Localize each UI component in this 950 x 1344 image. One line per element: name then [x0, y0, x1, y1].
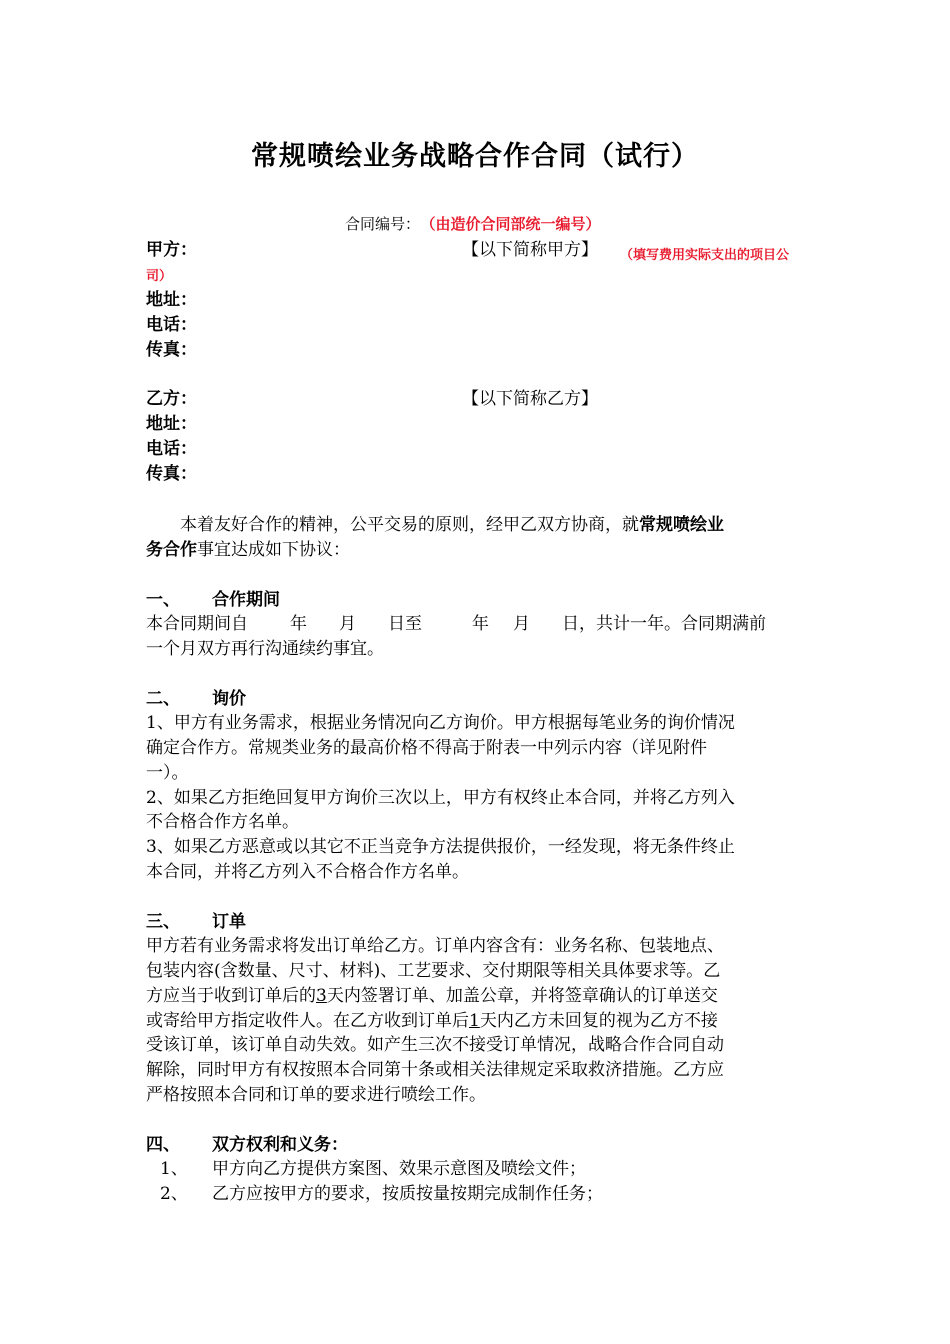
section-4-item-2	[160, 1182, 603, 1207]
period-month: 月	[339, 614, 356, 634]
intro-text: 本着友好合作的精神，公平交易的原则，经甲乙双方协商，就	[180, 515, 639, 535]
section-3-l3	[146, 984, 718, 1009]
order-days-sign: 3	[316, 986, 327, 1006]
order-text-2-cont: 天内乙方未回复的视为乙方不接	[479, 1011, 718, 1031]
intro-text-cont: 事宜达成如下协议：	[197, 540, 350, 560]
party-a-abbrev: 【以下简称甲方】	[462, 240, 598, 260]
section-2-p3-l1: 3、如果乙方恶意或以其它不正当竞争方法提供报价，一经发现，将无条件终止	[146, 837, 735, 857]
section-3-l6: 解除，同时甲方有权按照本合同第十条或相关法律规定采取救济措施。乙方应	[146, 1060, 724, 1080]
party-a-fax: 传真：	[146, 340, 197, 360]
period-year: 年	[290, 614, 307, 634]
period-day-end: 日，共计一年。合同期满前	[562, 614, 766, 634]
item-number: 2、	[160, 1184, 188, 1204]
order-text-2: 或寄给甲方指定收件人。在乙方收到订单后	[146, 1011, 469, 1031]
party-a-phone: 电话：	[146, 315, 197, 335]
party-a-note-cont: 司）	[146, 269, 173, 284]
section-4-item-1	[160, 1157, 586, 1182]
intro-line-2	[146, 538, 350, 563]
party-a-address: 地址：	[146, 290, 197, 310]
section-2-p1-l1: 1、甲方有业务需求，根据业务情况向乙方询价。甲方根据每笔业务的询价情况	[146, 713, 735, 733]
contract-number	[345, 213, 601, 234]
contract-number-label: 合同编号：	[345, 215, 421, 233]
section-2-p2-l2: 不合格合作方名单。	[146, 812, 299, 832]
section-3-number: 三、	[146, 912, 180, 932]
section-1-heading	[146, 588, 280, 613]
section-3-l2: 包装内容(含数量、尺寸、材料)、工艺要求、交付期限等相关具体要求等。乙	[146, 961, 721, 981]
section-2-heading	[146, 687, 246, 712]
document-title: 常规喷绘业务战略合作合同（试行）	[251, 141, 699, 172]
section-2-p1-l2: 确定合作方。常规类业务的最高价格不得高于附表一中列示内容（详见附件	[146, 738, 707, 758]
section-4-title: 双方权利和义务：	[212, 1135, 348, 1155]
item-text: 乙方应按甲方的要求，按质按量按期完成制作任务；	[212, 1184, 603, 1204]
intro-bold-cont: 务合作	[146, 540, 197, 560]
order-text: 方应当于收到订单后的	[146, 986, 316, 1006]
section-3-heading	[146, 910, 246, 935]
order-days-reply: 1	[469, 1011, 480, 1031]
order-text-cont: 天内签署订单、加盖公章，并将签章确认的订单送交	[326, 986, 718, 1006]
section-1-line-1	[146, 612, 806, 637]
intro-line-1	[180, 513, 724, 538]
party-b-abbrev: 【以下简称乙方】	[462, 389, 598, 409]
party-b-label: 乙方：	[146, 389, 197, 409]
period-month-end: 月	[513, 614, 530, 634]
section-3-l7: 严格按照本合同和订单的要求进行喷绘工作。	[146, 1085, 486, 1105]
party-a-note: （填写费用实际支出的项目公	[620, 248, 790, 263]
section-1-title: 合作期间	[212, 590, 280, 610]
section-2-p3-l2: 本合同，并将乙方列入不合格合作方名单。	[146, 862, 469, 882]
period-day: 日至	[388, 614, 422, 634]
party-b-fax: 传真：	[146, 464, 197, 484]
party-a-label: 甲方：	[146, 240, 197, 260]
contract-number-note: （由造价合同部统一编号）	[428, 215, 601, 233]
section-4-heading	[146, 1133, 348, 1158]
intro-bold: 常规喷绘业	[639, 515, 724, 535]
section-3-l1: 甲方若有业务需求将发出订单给乙方。订单内容含有：业务名称、包装地点、	[146, 936, 724, 956]
party-b-phone: 电话：	[146, 439, 197, 459]
section-1-number: 一、	[146, 590, 180, 610]
section-3-title: 订单	[212, 912, 246, 932]
section-2-title: 询价	[212, 689, 246, 709]
period-year-end: 年	[472, 614, 489, 634]
section-2-p2-l1: 2、如果乙方拒绝回复甲方询价三次以上，甲方有权终止本合同，并将乙方列入	[146, 788, 735, 808]
item-number: 1、	[160, 1159, 188, 1179]
section-4-number: 四、	[146, 1135, 180, 1155]
period-text: 本合同期间自	[146, 614, 248, 634]
item-text: 甲方向乙方提供方案图、效果示意图及喷绘文件；	[212, 1159, 586, 1179]
party-b-address: 地址：	[146, 414, 197, 434]
section-3-l5: 受该订单，该订单自动失效。如产生三次不接受订单情况，战略合作合同自动	[146, 1035, 724, 1055]
section-2-p1-l3: 一）。	[146, 763, 189, 783]
section-3-l4	[146, 1009, 718, 1034]
section-2-number: 二、	[146, 689, 180, 709]
section-1-line-2: 一个月双方再行沟通续约事宜。	[146, 639, 384, 659]
